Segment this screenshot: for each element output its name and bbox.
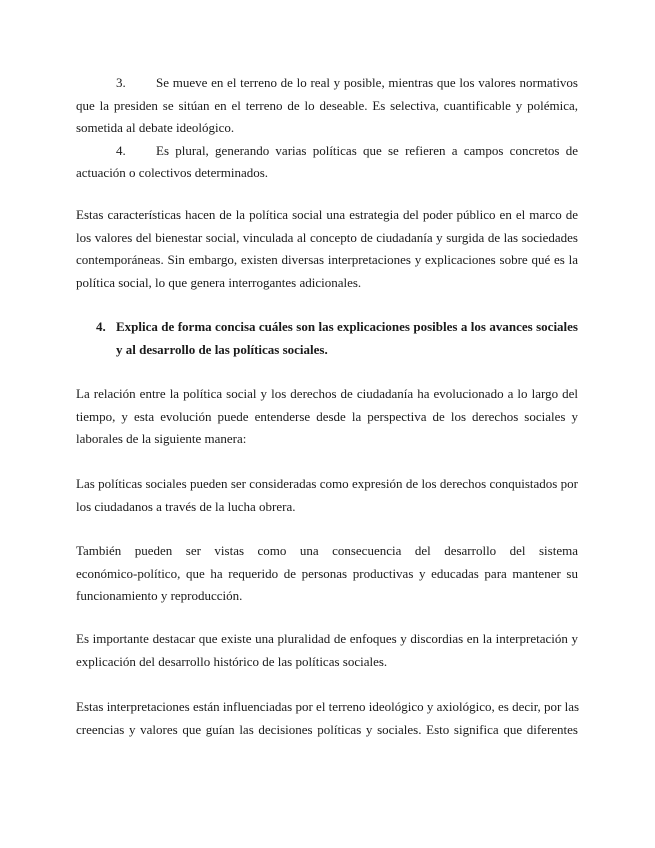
list-item-4-line-1: 4. Es plural, generando varias políticas que se refieren a campos concretos de [76,140,578,163]
list-item-4-number: 4. [116,142,126,158]
list-item-4 [76,140,578,185]
paragraph-3-line-2: los ciudadanos a través de la lucha obrera. [76,498,296,514]
heading-number: 4. [96,319,106,334]
paragraph-6-line-1: Estas interpretaciones están influenciadas por el terreno ideológico y axiológico, es decir, por las [76,699,580,714]
list-item-3-line-1: 3. Se mueve en el terreno de lo real y posible, mientras que los valores normativos [76,72,578,95]
list-item-3 [76,72,578,140]
paragraph-4-line-3: funcionamiento y reproducción. [76,588,243,603]
paragraph-2-line-1: La relación entre la política social y los derechos de ciudadanía ha evolucionado a lo largo del [76,386,578,401]
paragraph-3 [76,473,578,518]
paragraph-4-line-1: También pueden ser vistas como una consecuencia del desarrollo del sistema [76,543,578,558]
paragraph-5-line-2: explicación del desarrollo histórico de las políticas sociales. [76,653,388,669]
heading-line-2: y al desarrollo de las políticas sociales. [116,341,328,357]
paragraph-3-line-1: Las políticas sociales pueden ser consideradas como expresión de los derechos conquistados por [76,476,578,491]
paragraph-1-line-1: Estas características hacen de la política social una estrategia del poder público en el marco de [76,207,578,222]
paragraph-4 [76,540,578,608]
paragraph-5-line-1: Es importante destacar que existe una pluralidad de enfoques y discordias en la interpretación y [76,631,578,646]
paragraph-2-line-3: laborales de la siguiente manera: [76,431,247,446]
paragraph-5 [76,628,578,673]
heading-line-1: 4. Explica de forma concisa cuáles son las explicaciones posibles a los avances sociales [96,316,578,339]
list-item-4-line-2: actuación o colectivos determinados. [76,165,269,180]
list-item-3-line-3: sometida al debate ideológico. [76,120,235,135]
section-heading-4 [96,316,578,361]
paragraph-6-line-2: creencias y valores que guían las decisiones políticas y sociales. Esto significa que diferentes [76,721,578,737]
paragraph-1 [76,204,578,294]
list-item-3-line-2: que la presiden se sitúan en el terreno de lo deseable. Es selectiva, cuantificable y polémica, [76,97,578,113]
paragraph-2 [76,383,578,451]
paragraph-6 [76,696,578,741]
list-item-3-number: 3. [116,75,126,90]
paragraph-1-line-3: contemporáneas. Sin embargo, existen diversas interpretaciones y explicaciones sobre qué es la [76,252,578,267]
paragraph-4-line-2: económico-político, que ha requerido de personas productivas y educadas para mantener su [76,565,578,581]
paragraph-1-line-2: los valores del bienestar social, vinculada al concepto de ciudadanía y surgida de las sociedades [76,229,578,245]
paragraph-1-line-4: política social, lo que genera interrogantes adicionales. [76,274,362,290]
paragraph-2-line-2: tiempo, y esta evolución puede entenderse desde la perspectiva de los derechos sociales y [76,408,578,424]
